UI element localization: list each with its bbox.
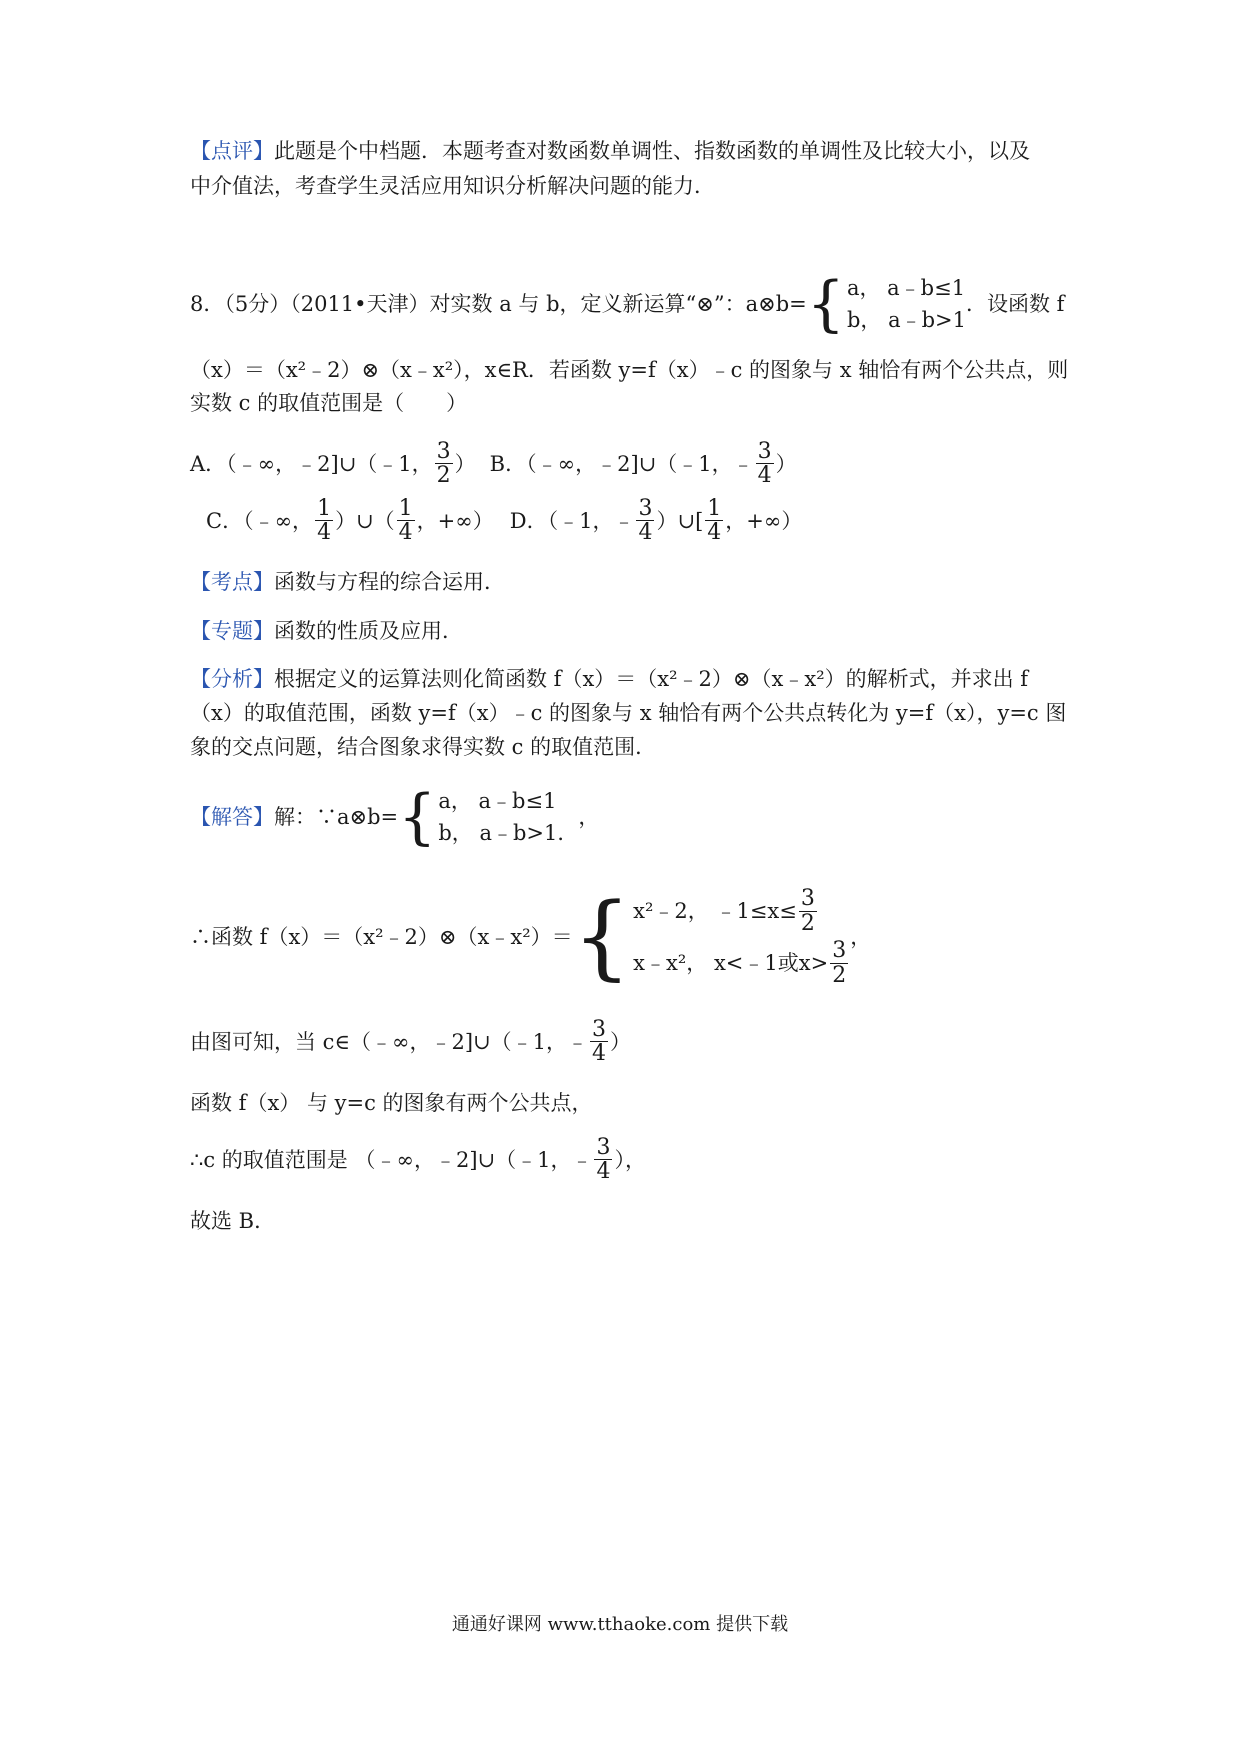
- jieda-range: ∴c 的取值范围是 （﹣∞，﹣2]∪（﹣1，﹣ $\frac{3}{4}$ ），: [190, 1135, 646, 1185]
- problem-body: [190, 355, 1069, 418]
- jieda-function: ∴函数 f（x）＝（x²﹣2）⊗（x﹣x²）＝ { x²﹣2， ﹣1≤x≤ $\frac{3}{2}$ x﹣x²， x<﹣1或x> $\frac{3}{2}$ ，: [190, 883, 872, 990]
- kaodian-tag: 【考点】: [190, 570, 274, 594]
- jieda-line-fx: 函数 f（x） 与 y=c 的图象有两个公共点，: [190, 1091, 593, 1115]
- left-brace: {: [572, 883, 632, 990]
- jieda-answer: 故选 B．: [190, 1209, 276, 1233]
- comment-tag: 【点评】: [190, 139, 274, 163]
- option-c: C．（﹣∞， $\frac{1}{4}$ ）∪（ $\frac{1}{4}$ ，+∞）: [206, 496, 494, 546]
- option-b: B．（﹣∞，﹣2]∪（﹣1，﹣ $\frac{3}{4}$ ）: [489, 439, 797, 489]
- options-row1: [190, 440, 1060, 487]
- comment-line2: 中介值法，考查学生灵活应用知识分析解决问题的能力．: [190, 174, 715, 198]
- left-brace: {: [806, 269, 845, 339]
- page-footer: 通通好课网 www.tthaoke.com 提供下载: [451, 1614, 789, 1635]
- fenxi-section: 【分析】根据定义的运算法则化简函数 f（x）＝（x²﹣2）⊗（x﹣x²）的解析式，并求出 f （x）的取值范围，函数 y=f（x）﹣c 的图象与 x 轴恰有两个公共点转化为 y=f（x），y=c 图 象的交点问题，结合图象求得实数 c 的取值范围．: [190, 667, 1067, 759]
- comment-section: [190, 136, 1060, 201]
- option-a: A．（﹣∞，﹣2]∪（﹣1， $\frac{3}{2}$ ）: [190, 439, 476, 489]
- problem-line1: 8．（5分）（2011•天津）对实数 a 与 b，定义新运算“⊗”：a⊗b= { a， a﹣b≤1 b， a﹣b>1 ．设函数 f: [190, 269, 1065, 339]
- left-brace: {: [398, 782, 437, 852]
- zhuanti-tag: 【专题】: [190, 619, 274, 643]
- definition-cases: a， a﹣b≤1 b， a﹣b>1．: [438, 789, 579, 845]
- fenxi-tag: 【分析】: [190, 667, 274, 691]
- function-cases: x²﹣2， ﹣1≤x≤ $\frac{3}{2}$ x﹣x²， x<﹣1或x> $\frac{3}{2}$: [633, 886, 847, 988]
- option-d: D．（﹣1，﹣ $\frac{3}{4}$ ）∪[ $\frac{1}{4}$ ，+∞）: [509, 496, 803, 546]
- zhuanti-section: 【专题】函数的性质及应用．: [190, 619, 463, 643]
- options-row2: [206, 497, 1076, 544]
- jieda-graph: 由图可知，当 c∈（﹣∞，﹣2]∪（﹣1，﹣ $\frac{3}{4}$ ）: [190, 1017, 631, 1067]
- operation-cases: a， a﹣b≤1 b， a﹣b>1: [846, 276, 966, 332]
- problem-line3: 实数 c 的取值范围是（ ）: [190, 391, 468, 415]
- jieda-tag: 【解答】: [190, 805, 274, 829]
- comment-line1: 【点评】此题是个中档题．本题考查对数函数单调性、指数函数的单调性及比较大小，以及: [190, 139, 1030, 163]
- problem-line2: （x）＝（x²﹣2）⊗（x﹣x²），x∈R．若函数 y=f（x）﹣c 的图象与 x 轴恰有两个公共点，则: [190, 358, 1069, 382]
- jieda-header: 【解答】 解：∵a⊗b= { a， a﹣b≤1 b， a﹣b>1． ，: [190, 782, 600, 852]
- kaodian-section: 【考点】函数与方程的综合运用．: [190, 570, 505, 594]
- problem-stem: [190, 269, 1065, 339]
